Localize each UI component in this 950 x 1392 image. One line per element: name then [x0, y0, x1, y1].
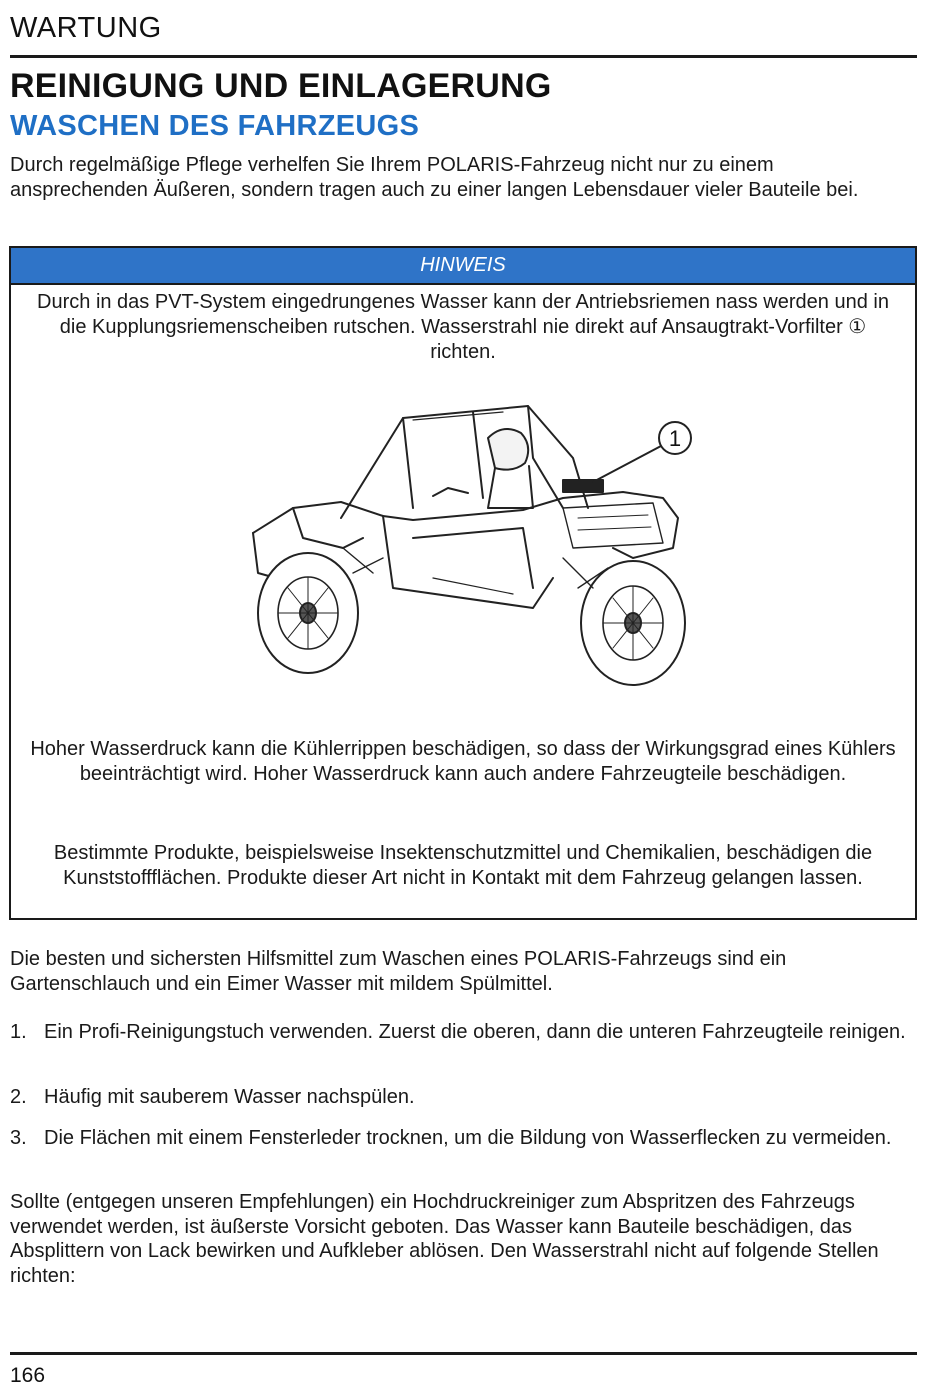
list-item-number: 1. [10, 1021, 27, 1043]
callout-number: 1 [668, 426, 682, 451]
header-rule [10, 55, 917, 58]
intake-prefilter [563, 480, 603, 492]
pressure-washer-paragraph: Sollte (entgegen unseren Empfehlungen) ein Hochdruckreiniger zum Abspritzen des Fahrzeugs verwendet werden, ist äußerste Vorsicht geboten. Das Wasser kann Bauteile beschädigen, das Absplittern von Lack bewirken und Aufkleber ablösen. Den Wasserstrahl nicht auf folgende Stellen richten: [10, 1191, 879, 1287]
list-item-text: Ein Profi-Reinigungstuch verwenden. Zuerst die oberen, dann die unteren Fahrzeugteile reinigen. [44, 1021, 906, 1043]
page-title: REINIGUNG UND EINLAGERUNG [10, 67, 552, 105]
notice-box [9, 246, 917, 920]
list-item-text: Die Flächen mit einem Fensterleder trocknen, um die Bildung von Wasserflecken zu vermeiden. [44, 1127, 892, 1149]
callout-leader [593, 446, 661, 482]
vehicle-illustration [233, 398, 703, 698]
notice-text-chemicals: Bestimmte Produkte, beispielsweise Insektenschutzmittel und Chemikalien, beschädigen die Kunststoffflächen. Produkte dieser Art nicht in Kontakt mit dem Fahrzeug gelangen lassen. [53, 842, 873, 889]
list-item-number: 2. [10, 1086, 27, 1108]
section-subtitle: WASCHEN DES FAHRZEUGS [10, 110, 420, 142]
notice-heading: HINWEIS [11, 248, 915, 285]
list-item-text: Häufig mit sauberem Wasser nachspülen. [44, 1086, 415, 1108]
list-item-number: 3. [10, 1127, 27, 1149]
front-wheel [258, 553, 358, 673]
notice-text-pressure: Hoher Wasserdruck kann die Kühlerrippen beschädigen, so dass der Wirkungsgrad eines Kühlers beeinträchtigt wird. Hoher Wasserdruck kann auch andere Fahrzeugteile beschädigen. [30, 738, 896, 785]
rear-wheel [581, 561, 685, 685]
vehicle-body [253, 492, 678, 558]
tools-paragraph: Die besten und sichersten Hilfsmittel zum Waschen eines POLARIS-Fahrzeugs sind ein Gartenschlauch und ein Eimer Wasser mit mildem Spülmittel. [10, 948, 787, 995]
footer-rule [10, 1352, 917, 1355]
page-number: 166 [10, 1364, 46, 1387]
intro-paragraph: Durch regelmäßige Pflege verhelfen Sie Ihrem POLARIS-Fahrzeug nicht nur zu einem ansprechenden Äußeren, sondern tragen auch zu einer langen Lebensdauer vieler Bauteile bei. [10, 154, 859, 201]
section-header: WARTUNG [10, 12, 162, 44]
notice-text-water-pvt: Durch in das PVT-System eingedrungenes Wasser kann der Antriebsriemen nass werden und in die Kupplungsriemenscheiben rutschen. Wasserstrahl nie direkt auf Ansaugtrakt-Vorfilter ① richten. [37, 291, 889, 363]
